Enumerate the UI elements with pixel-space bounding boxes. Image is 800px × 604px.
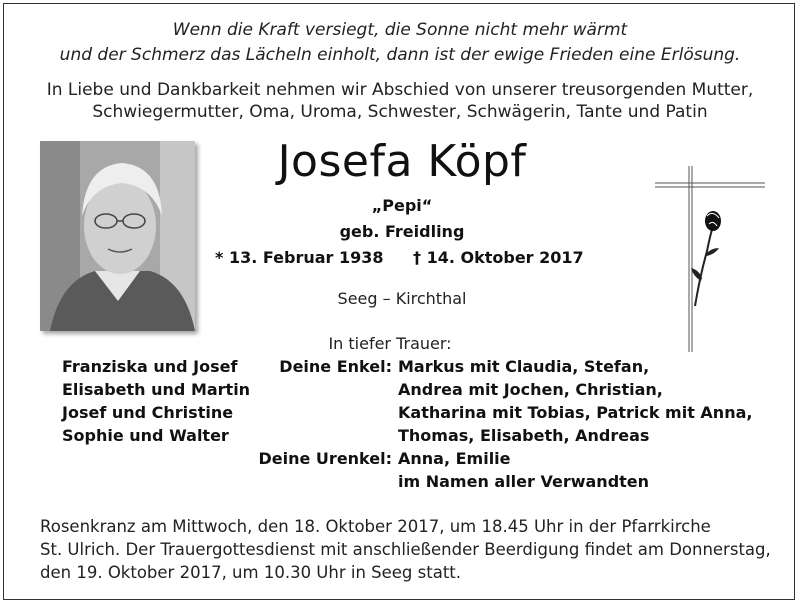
birth-name: geb. Freidling: [339, 222, 465, 241]
grandchildren-line-1: Markus mit Claudia, Stefan,: [398, 357, 650, 376]
service-line-1: Rosenkranz am Mittwoch, den 18. Oktober 2017, um 18.45 Uhr in der Pfarrkirche: [40, 517, 711, 536]
service-line-3: den 19. Oktober 2017, um 10.30 Uhr in Seeg statt.: [40, 563, 462, 582]
grandchildren-line-2: Andrea mit Jochen, Christian,: [398, 380, 663, 399]
birth-date: * 13. Februar 1938: [215, 248, 384, 267]
family-line-3: Josef und Christine: [62, 403, 234, 422]
portrait-photo: [40, 141, 195, 331]
great-grandchildren-label: Deine Urenkel:: [258, 449, 392, 468]
service-line-2: St. Ulrich. Der Trauergottesdienst mit anschließender Beerdigung findet am Donnerstag,: [40, 540, 771, 559]
residence: Seeg – Kirchthal: [337, 289, 467, 308]
farewell-line-1: In Liebe und Dankbarkeit nehmen wir Abschied von unserer treusorgenden Mutter,: [46, 80, 754, 100]
grandchildren-line-4: Thomas, Elisabeth, Andreas: [398, 426, 650, 445]
family-line-4: Sophie und Walter: [62, 426, 229, 445]
cross-with-rose-icon: [655, 166, 767, 352]
relatives-line: im Namen aller Verwandten: [398, 472, 650, 491]
grandchildren-line-3: Katharina mit Tobias, Patrick mit Anna,: [398, 403, 753, 422]
great-grandchildren-names: Anna, Emilie: [398, 449, 511, 468]
family-line-2: Elisabeth und Martin: [62, 380, 251, 399]
deceased-name: Josefa Köpf: [277, 136, 527, 187]
family-line-1: Franziska und Josef: [62, 357, 238, 376]
quote-line-1: Wenn die Kraft versiegt, die Sonne nicht mehr wärmt: [172, 20, 628, 40]
nickname: „Pepi“: [371, 196, 433, 215]
mourning-heading: In tiefer Trauer:: [328, 334, 452, 353]
death-date: † 14. Oktober 2017: [413, 248, 584, 267]
quote-line-2: und der Schmerz das Lächeln einholt, dann ist der ewige Frieden eine Erlösung.: [59, 45, 741, 65]
farewell-line-2: Schwiegermutter, Oma, Uroma, Schwester, Schwägerin, Tante und Patin: [92, 102, 708, 122]
grandchildren-label: Deine Enkel:: [279, 357, 392, 376]
